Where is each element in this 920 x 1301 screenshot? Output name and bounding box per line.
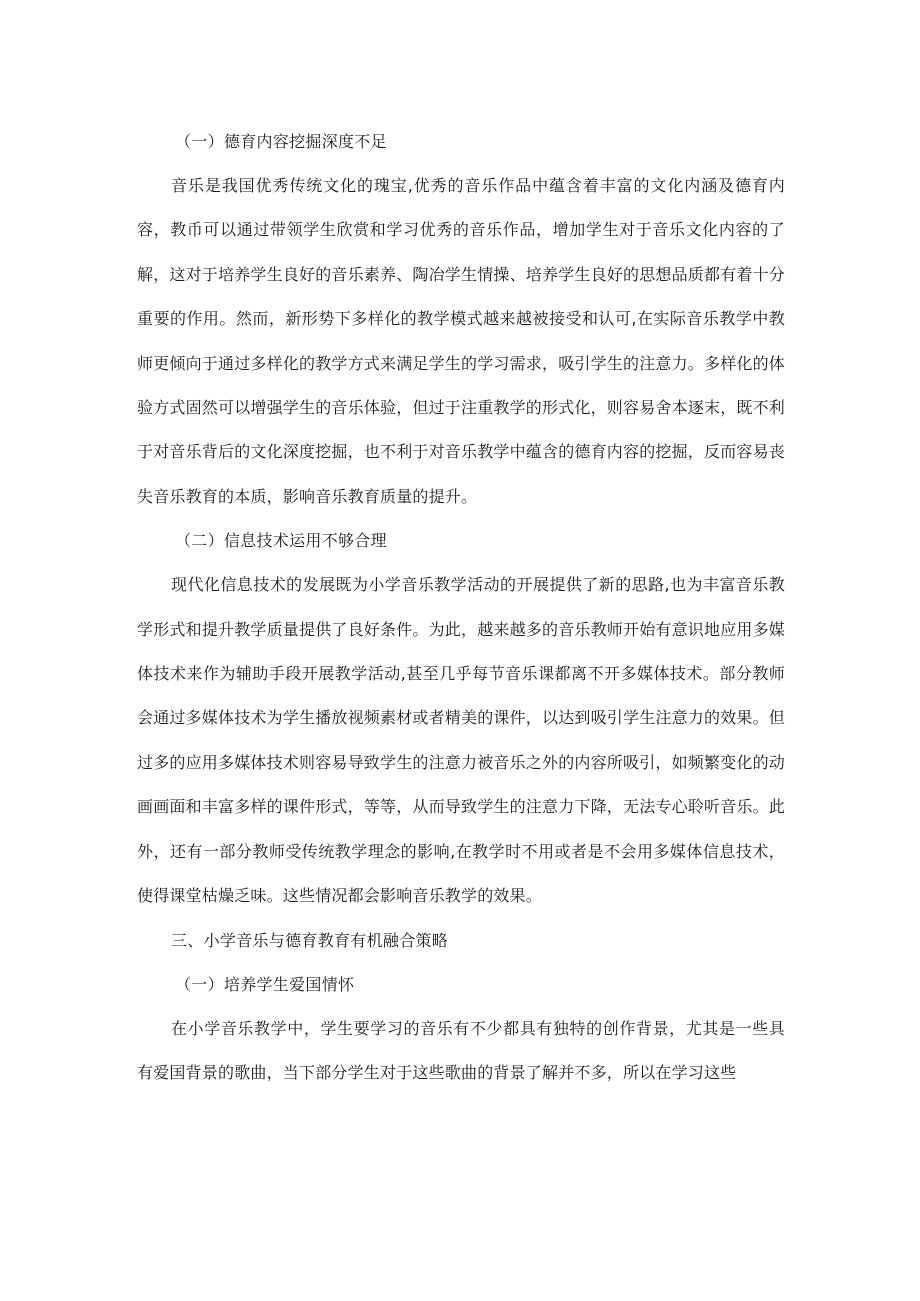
section-heading-2-2: （二）信息技术运用不够合理 (175, 531, 387, 551)
document-body (137, 120, 785, 1095)
section-heading-3: 三、小学音乐与德育教育有机融合策略 (171, 930, 449, 950)
paragraph-3-1: 在小学音乐教学中，学生要学习的音乐有不少都具有独特的创作背景，尤其是一些具有爱国背景的歌曲，当下部分学生对于这些歌曲的背景了解并不多，所以在学习这些 (137, 1018, 785, 1082)
section-heading-2-1: （一）德育内容挖掘深度不足 (175, 132, 387, 151)
paragraph-2-2: 现代化信息技术的发展既为小学音乐教学活动的开展提供了新的思路,也为丰富音乐教学形式和提升教学质量提供了良好条件。为此，越来越多的音乐教师开始有意识地应用多媒体技术来作为辅助手段开展教学活动,甚至几乎每节音乐课都离不开多媒体技术。部分教师会通过多媒体技术为学生播放视频素材或者精美的课件，以达到吸引学生注意力的效果。但过多的应用多媒体技术则容易导致学生的注意力被音乐之外的内容所吸引，如频繁变化的动画画面和丰富多样的课件形式，等等，从而导致学生的注意力下降，无法专心聆听音乐。此外，还有一部分教师受传统教学理念的影响,在教学时不用或者是不会用多媒体信息技术，使得课堂枯燥乏味。这些情况都会影响音乐教学的效果。 (137, 575, 786, 906)
section-heading-3-1: （一）培养学生爱国情怀 (175, 974, 355, 994)
paragraph-2-1: 音乐是我国优秀传统文化的瑰宝,优秀的音乐作品中蕴含着丰富的文化内涵及德育内容，教币可以通过带领学生欣赏和学习优秀的音乐作品，增加学生对于音乐文化内容的了解，这对于培养学生良好的音乐素养、陶冶学生情操、培养学生良好的思想品质都有着十分重要的作用。然而，新形势下多样化的教学模式越来越被接受和认可,在实际音乐教学中教师更倾向于通过多样化的教学方式来满足学生的学习需求，吸引学生的注意力。多样化的体验方式固然可以增强学生的音乐体验，但过于注重教学的形式化，则容易舍本逐末，既不利于对音乐背后的文化深度挖掘，也不利于对音乐教学中蕴含的德育内容的挖掘，反而容易丧失音乐教育的本质，影响音乐教育质量的提升。 (137, 176, 786, 506)
